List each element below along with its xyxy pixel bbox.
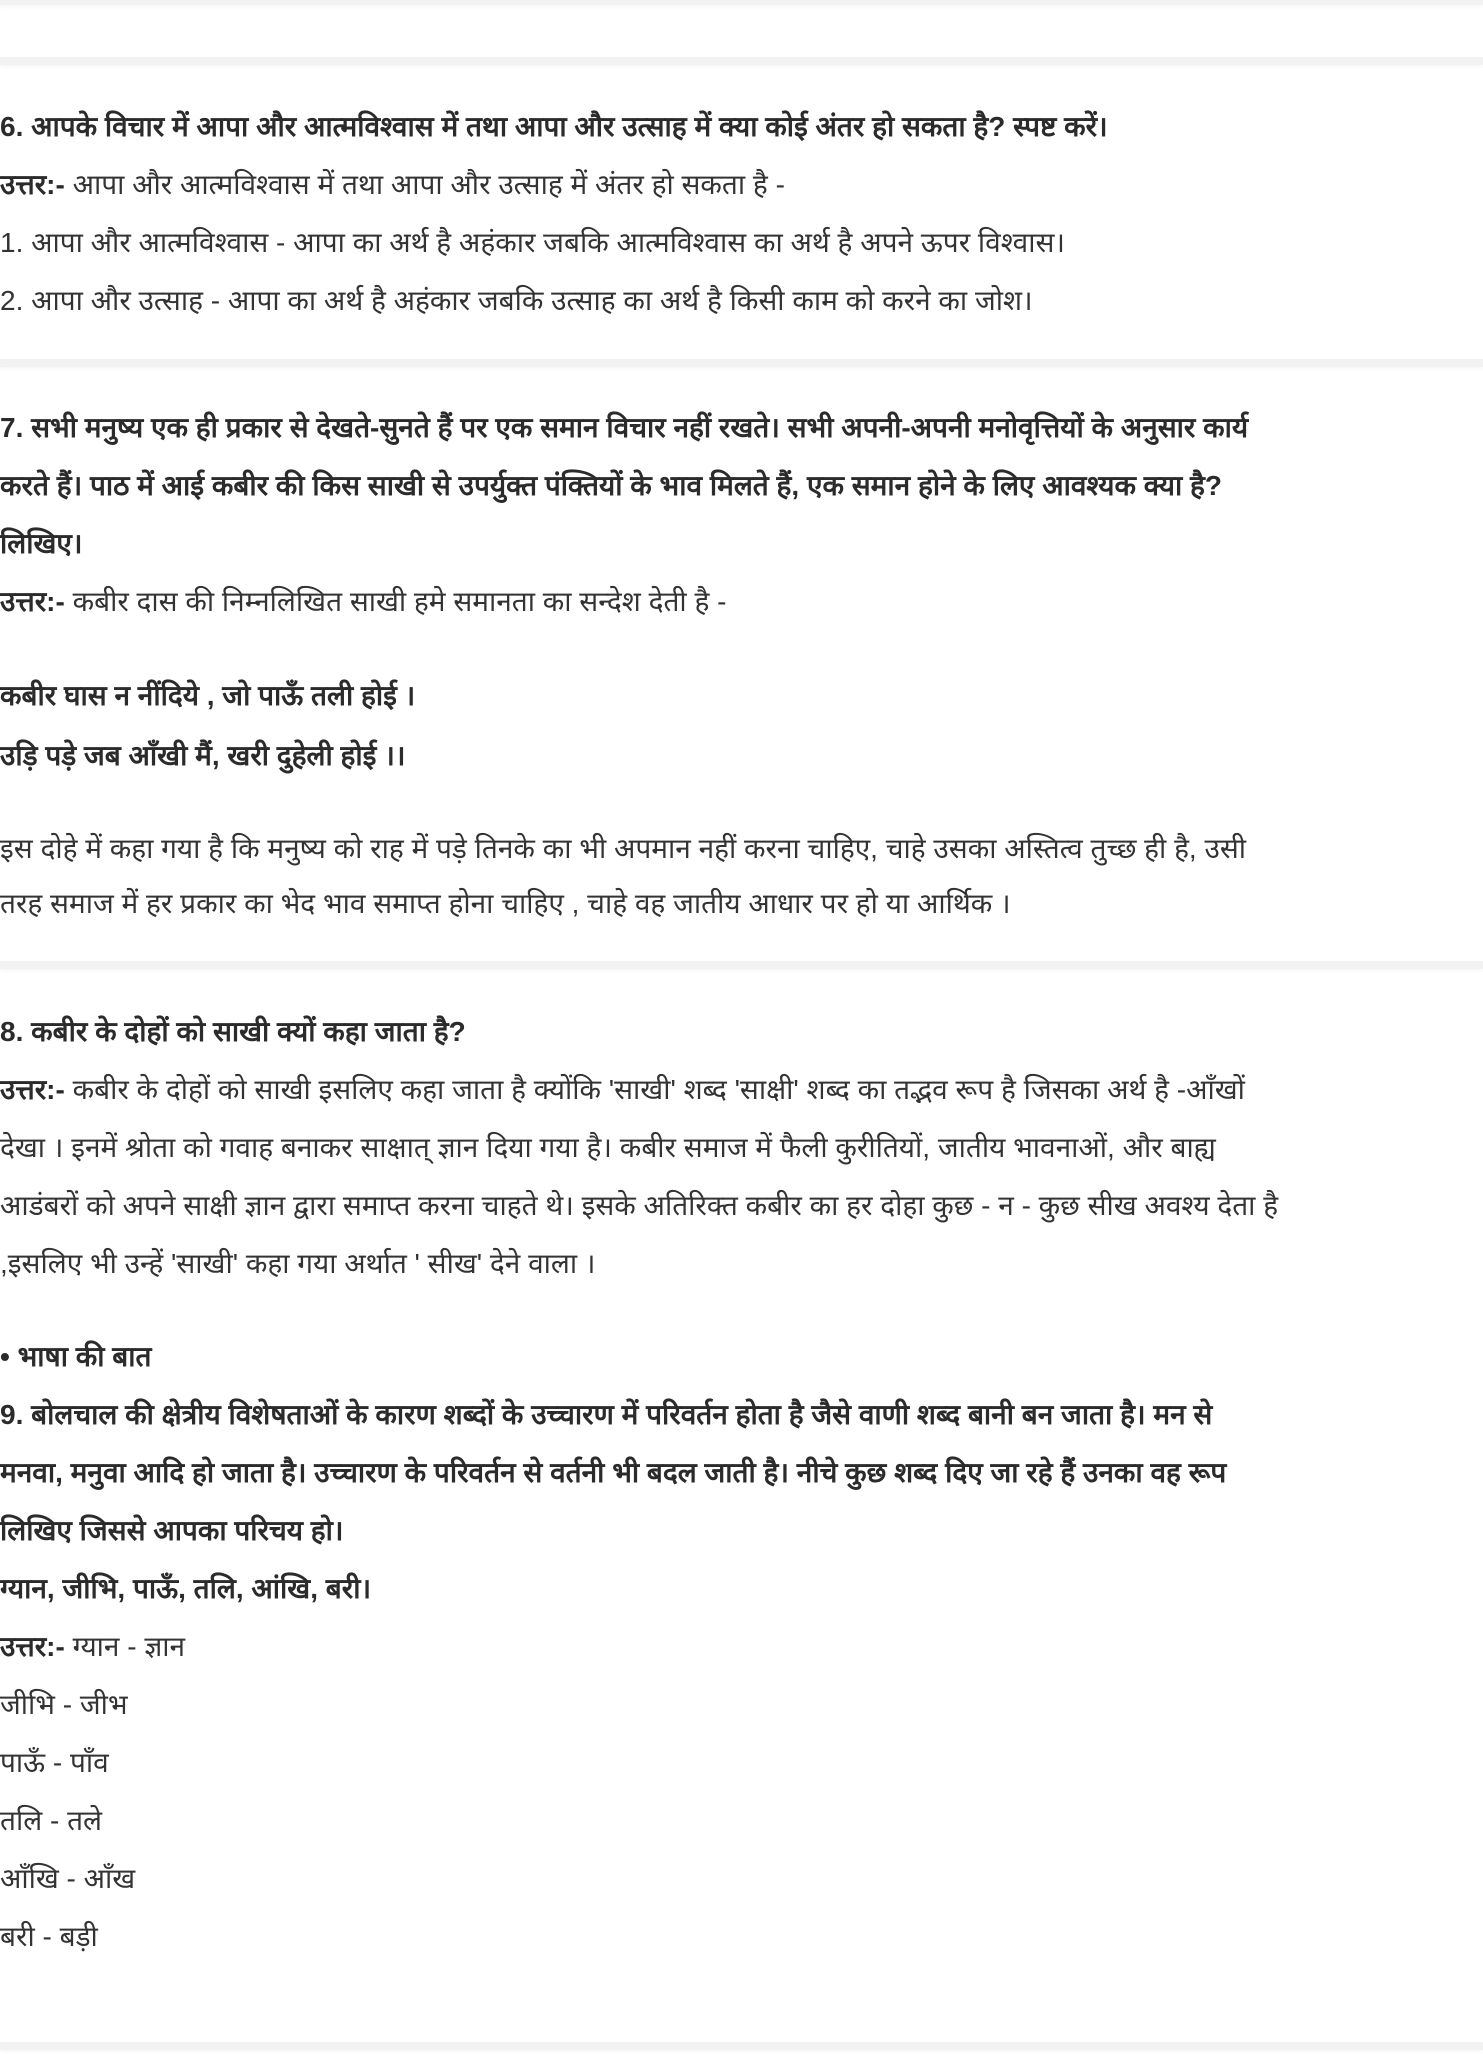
answer-line: बरी - बड़ी [0,1921,98,1952]
divider [0,359,1483,367]
answer-point: 2. आपा और उत्साह - आपा का अर्थ है अहंकार जबकि उत्साह का अर्थ है किसी काम को करने का जोश। [0,285,1033,316]
answer-intro [0,573,1483,631]
answer-line: पाऊँ - पाँव [0,1747,109,1778]
question-text: लिखिए। [0,528,83,559]
answer-text: कबीर के दोहों को साखी इसलिए कहा जाता है क्योंकि 'साखी' शब्द 'साक्षी' शब्द का तद्भव रूप है जिसका अर्थ है -आँखों [64,1074,1245,1105]
answer-label: उत्तर:- [0,586,65,617]
couplet-line: उड़ि पड़े जब आँखी मैं, खरी दुहेली होई ।। [0,740,406,771]
answer-line: देखा । इनमें श्रोता को गवाह बनाकर साक्षात् ज्ञान दिया गया है। कबीर समाज में फैली कुरीतियों, जातीय भावनाओं, और बाह्य [0,1132,1216,1163]
question-text: 9. बोलचाल की क्षेत्रीय विशेषताओं के कारण शब्दों के उच्चारण में परिवर्तन होता है जैसे वाणी शब्द बानी बन जाता है। मन से [0,1399,1213,1430]
question-8 [0,1003,1483,1293]
answer-line: आडंबरों को अपने साक्षी ज्ञान द्वारा समाप्त करना चाहते थे। इसके अतिरिक्त कबीर का हर दोहा कुछ - न - कुछ सीख अवश्य देता है [0,1190,1279,1221]
answer-line [0,1618,1483,1676]
divider [0,961,1483,969]
couplet [0,667,1483,785]
answer-text: आपा और आत्मविश्वास में तथा आपा और उत्साह में अंतर हो सकता है - [64,169,785,200]
answer-text: कबीर दास की निम्नलिखित साखी हमे समानता का सन्देश देती है - [64,586,727,617]
couplet-line: कबीर घास न नींदिये , जो पाऊँ तली होई । [0,680,416,711]
question-7 [0,399,1483,631]
question-6 [0,98,1483,330]
divider [0,2042,1483,2050]
word-list: ग्यान, जीभि, पाऊँ, तलि, आंखि, बरी। [0,1573,372,1604]
question-text: लिखिए जिससे आपका परिचय हो। [0,1515,344,1546]
answer-label: उत्तर:- [0,1074,65,1105]
answer-text: ग्यान - ज्ञान [64,1631,186,1662]
answer-line: आँखि - आँख [0,1863,136,1894]
answer-point: 1. आपा और आत्मविश्वास - आपा का अर्थ है अहंकार जबकि आत्मविश्वास का अर्थ है अपने ऊपर विश्वास। [0,227,1066,258]
question-text: 6. आपके विचार में आपा और आत्मविश्वास में तथा आपा और उत्साह में क्या कोई अंतर हो सकता है? स्पष्ट करें। [0,111,1108,142]
explanation-line: तरह समाज में हर प्रकार का भेद भाव समाप्त होना चाहिए , चाहे वह जातीय आधार पर हो या आर्थिक । [0,888,1011,919]
question-text: 7. सभी मनुष्य एक ही प्रकार से देखते-सुनते हैं पर एक समान विचार नहीं रखते। सभी अपनी-अपनी मनोवृत्तियों के अनुसार कार्य [0,412,1249,443]
question-text: मनवा, मनुवा आदि हो जाता है। उच्चारण के परिवर्तन से वर्तनी भी बदल जाती है। नीचे कुछ शब्द दिए जा रहे हैं उनका वह रूप [0,1457,1227,1488]
question-text: करते हैं। पाठ में आई कबीर की किस साखी से उपर्युक्त पंक्तियों के भाव मिलते हैं, एक समान होने के लिए आवश्यक क्या है? [0,470,1223,501]
section-heading: • भाषा की बात [0,1341,152,1372]
explanation [0,820,1483,933]
answer-line [0,1061,1483,1119]
question-text: 8. कबीर के दोहों को साखी क्यों कहा जाता है? [0,1016,466,1047]
explanation-line: इस दोहे में कहा गया है कि मनुष्य को राह में पड़े तिनके का भी अपमान नहीं करना चाहिए, चाहे उसका अस्तित्व तुच्छ ही है, उसी [0,833,1247,864]
answer-label: उत्तर:- [0,169,65,200]
answer-line: ,इसलिए भी उन्हें 'साखी' कहा गया अर्थात ' सीख' देने वाला । [0,1248,596,1279]
answer-label: उत्तर:- [0,1631,65,1662]
answer-line: जीभि - जीभ [0,1689,128,1720]
question-9 [0,1328,1483,1966]
divider [0,57,1483,65]
answer-intro [0,156,1483,214]
answer-line: तलि - तले [0,1805,103,1836]
top-divider [0,0,1483,5]
